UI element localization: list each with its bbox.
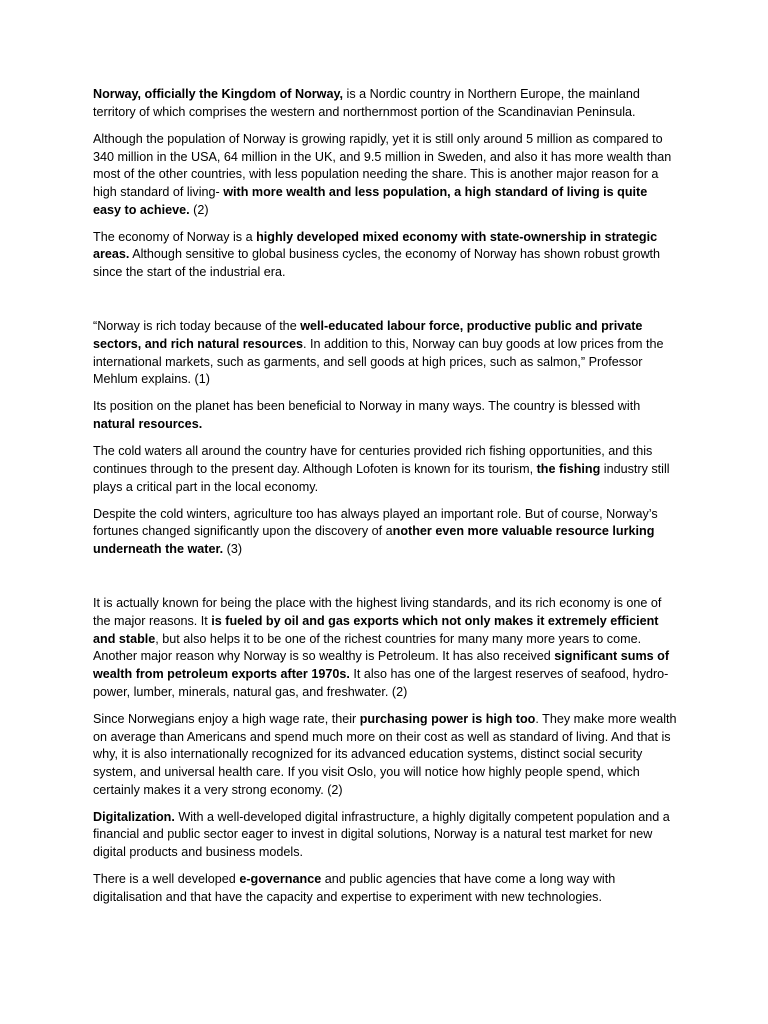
text: There is a well developed [93,872,240,887]
paragraph [93,443,677,496]
text: , but also helps it to be one of the richest countries for many many more years to come. Another major reason why Norway is so wealthy is Petroleum. It has also received [93,631,642,664]
paragraph-gap [93,568,677,595]
paragraph [93,131,677,220]
paragraph [93,711,677,800]
bold-text: with more wealth and less population, a high standard of living is quite easy to achieve. [93,184,648,217]
bold-text: nother even more valuable resource lurking underneath the water. [93,524,655,557]
text: With a well-developed digital infrastructure, a highly digitally competent population and a financial and public sector eager to invest in digital solutions, Norway is a natural test market for new digital products and business models. [93,809,670,860]
paragraph [93,86,677,121]
paragraph [93,398,677,433]
text: Despite the cold winters, agriculture too has always played an important role. But of course, Norway’s fortunes changed significantly upon the discovery of a [93,506,658,539]
bold-text: is fueled by oil and gas exports which not only makes it extremely efficient and stable [93,613,659,646]
bold-text: natural resources. [93,417,203,432]
bold-text: significant sums of wealth from petroleum exports after 1970s. [93,649,670,682]
text: Since Norwegians enjoy a high wage rate, their [93,711,360,726]
text: . They make more wealth on average than Americans and spend much more on their cost as well as standard of living. And that is why, it is also internationally recognized for its advanced education systems, distinct social security system, and universal health care. If you visit Oslo, you will notice how highly people spend, which certainly makes it a very strong economy. (2) [93,711,677,797]
text: is a Nordic country in Northern Europe, the mainland territory of which comprises the western and northernmost portion of the Scandinavian Peninsula. [93,87,640,119]
text: The cold waters all around the country have for centuries provided rich fishing opportunities, and this continues through to the present day. Although Lofoten is known for its tourism, [93,444,653,476]
bold-text: Norway, officially the Kingdom of Norway, [93,87,344,101]
text: Although the population of Norway is growing rapidly, yet it is still only around 5 million as compared to 340 million in the USA, 64 million in the UK, and 9.5 million in Sweden, and also it has more wealth than most of the other countries, with less population needing the share. This is another major reason for a high standard of living- [93,131,672,199]
paragraph [93,595,677,701]
bold-text: Digitalization. [93,809,175,824]
document-body [93,86,677,916]
paragraph [93,809,677,862]
text: It is actually known for being the place with the highest living standards, and its rich economy is one of the major reasons. It [93,596,662,628]
text: Its position on the planet has been beneficial to Norway in many ways. The country is blessed with [93,399,641,414]
text: “Norway is rich today because of the [93,319,301,334]
text: (2) [189,202,209,217]
text: industry still plays a critical part in the local economy. [93,461,670,494]
paragraph [93,871,677,906]
bold-text: purchasing power is high too [359,711,536,726]
bold-text: well-educated labour force, productive public and private sectors, and rich natural resources [93,319,643,351]
text: . In addition to this, Norway can buy goods at low prices from the international markets, such as garments, and sell goods at high prices, such as salmon,” Professor Mehlum explains. (1) [93,336,664,387]
bold-text: highly developed mixed economy with state-ownership in strategic areas. [93,229,658,262]
bold-text: the fishing [536,461,601,476]
paragraph [93,506,677,559]
text: Although sensitive to global business cycles, the economy of Norway has shown robust growth since the start of the industrial era. [93,247,661,280]
paragraph [93,318,677,389]
paragraph-gap [93,291,677,318]
bold-text: e-governance [239,872,322,887]
paragraph [93,229,677,282]
text: The economy of Norway is a [93,229,257,244]
text: It also has one of the largest reserves of seafood, hydro-power, lumber, minerals, natural gas, and freshwater. (2) [93,667,669,699]
text: and public agencies that have come a long way with digitalisation and that have the capacity and expertise to experiment with new technologies. [93,872,616,904]
text: (3) [223,542,243,557]
